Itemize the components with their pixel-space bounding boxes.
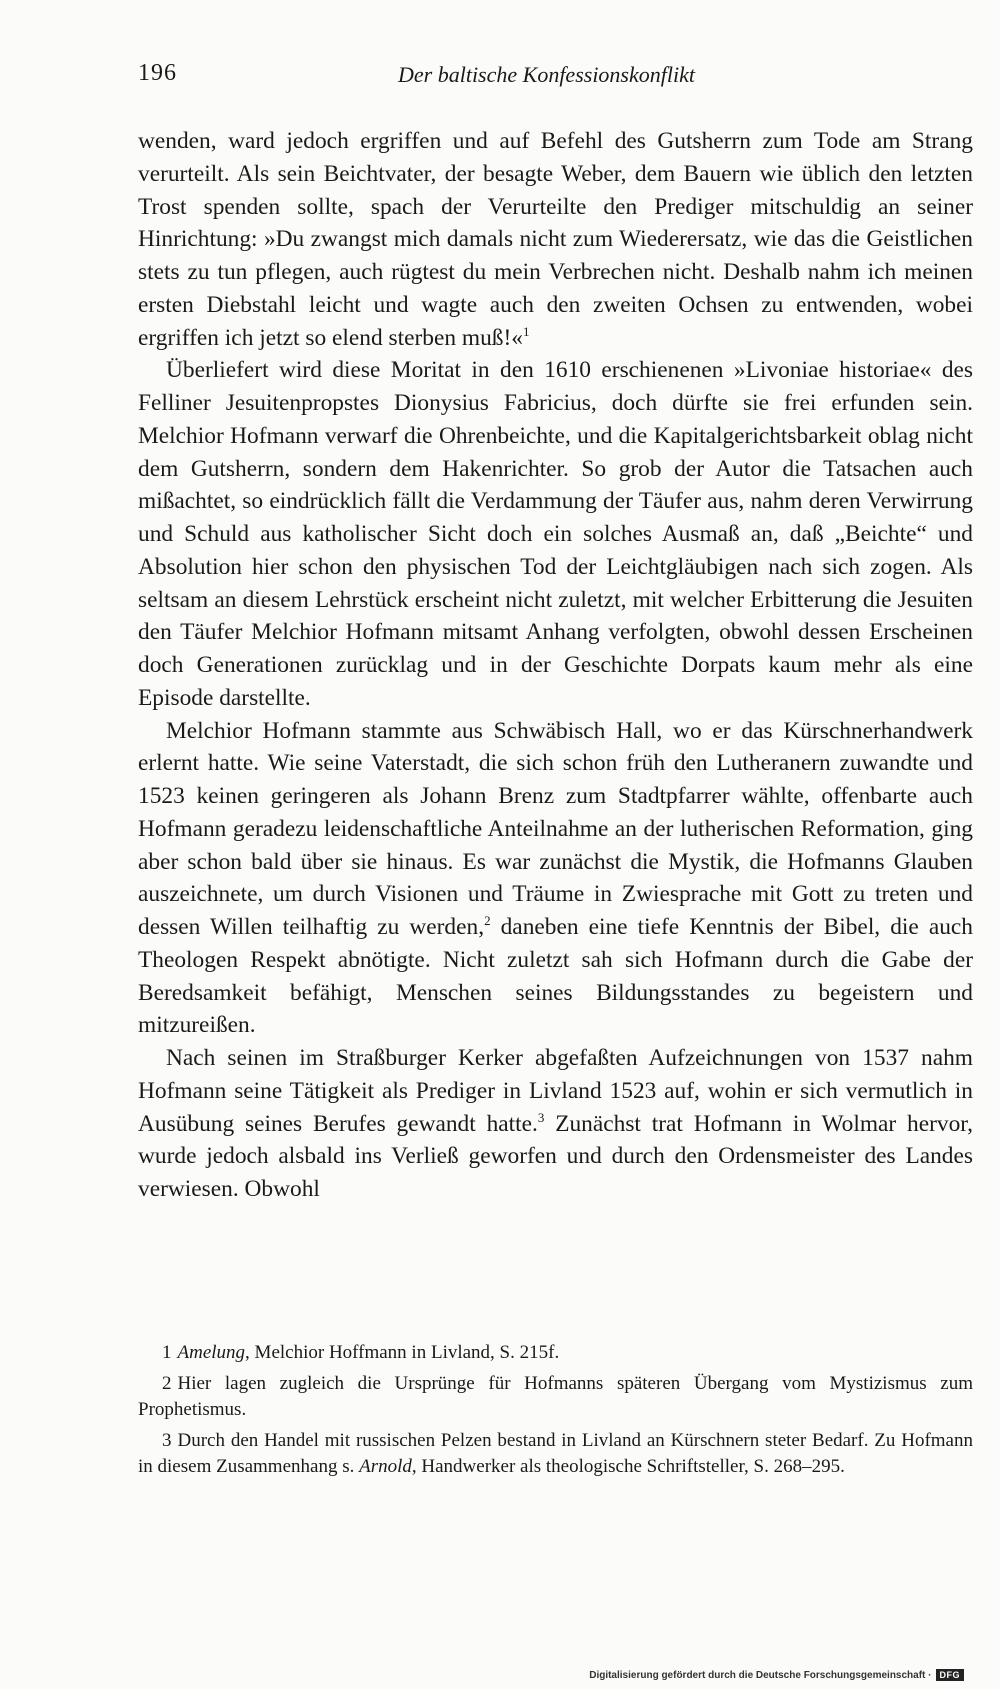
footnote-ref-3: 3 bbox=[537, 1109, 545, 1125]
footnotes bbox=[138, 1340, 973, 1485]
paragraph-text: Zunächst trat Hofmann in Wolmar hervor, wurde jedoch alsbald ins Verließ geworfen und durch den Ordensmeister des Landes verwiesen. Obwohl bbox=[138, 1110, 973, 1202]
running-title: Der baltische Konfessionskonflikt bbox=[398, 62, 695, 87]
footnote-ref-1: 1 bbox=[522, 323, 530, 339]
paragraph-2 bbox=[138, 354, 973, 714]
footnote-2 bbox=[138, 1371, 973, 1424]
paragraph-text: daneben eine tiefe Kenntnis der Bibel, die auch Theologen Respekt abnötigte. Nicht zuletzt sah sich Hofmann durch die Gabe der Beredsamkeit befähigt, Menschen seines Bildungsstandes zu begeistern und mitzureißen. bbox=[138, 914, 973, 1039]
paragraph-text: wenden, ward jedoch ergriffen und auf Befehl des Gutsherrn zum Tode am Strang verurteilt. Als sein Beichtvater, der besagte Weber, dem Bauern wie üblich den letzten Trost spenden sollte, spach der Verurteilte den Prediger mitschuldig an seiner Hinrichtung: »Du zwangst mich damals nicht zum Wiederersatz, wie das die Geistlichen stets zu tun pflegen, auch rügtest du mein Verbrechen nicht. Deshalb nahm ich meinen ersten Diebstahl leicht und wagte auch den zweiten Ochsen zu entwenden, wobei ergriffen ich jetzt so elend sterben muß!« bbox=[138, 128, 973, 351]
page-number: 196 bbox=[138, 60, 177, 86]
footnote-text: , Melchior Hoffmann in Livland, S. 215f. bbox=[245, 1342, 560, 1363]
footnote-ref-2: 2 bbox=[484, 913, 491, 928]
footnote-number: 2 bbox=[162, 1372, 172, 1394]
paragraph-text: Melchior Hofmann stammte aus Schwäbisch Hall, wo er das Kürschnerhandwerk erlernt hatte. Wie seine Vaterstadt, die sich schon früh den Lutheranern zuwandte und 1523 keinen geringeren als Johann Brenz zum Stadtpfarrer wählte, offenbarte auch Hofmann geradezu leidenschaftliche Anteilnahme an der lutherischen Reformation, ging aber schon bald über sie hinaus. Es war zunächst die Mystik, die Hofmanns Glauben auszeichnete, um durch Visionen und Träume in Zwiesprache mit Gott zu treten und dessen Willen teilhaftig zu werden, bbox=[138, 717, 973, 940]
paragraph-text: Nach seinen im Straßburger Kerker abgefaßten Aufzeichnungen von 1537 nahm Hofmann seine Tätigkeit als Prediger in Livland 1523 auf, wohin er sich vermutlich in Ausübung seines Berufes gewandt hatte. bbox=[138, 1045, 973, 1137]
digitization-text: Digitalisierung gefördert durch die Deutsche Forschungsgemeinschaft · bbox=[589, 1669, 932, 1681]
paragraph-4 bbox=[138, 1042, 973, 1206]
dfg-logo-icon: DFG bbox=[936, 1669, 965, 1681]
paragraph-text: Überliefert wird diese Moritat in den 1610 erschienenen »Livoniae historiae« des Felliner Jesuitenpropstes Dionysius Fabricius, doch dürfte sie frei erfunden sein. Melchior Hofmann verwarf die Ohrenbeichte, und die Kapitalgerichtsbarkeit oblag nicht dem Gutsherrn, sondern dem Hakenrichter. So grob der Autor die Tatsachen auch mißachtet, so eindrücklich fällt die Verdammung der Täufer aus, nahm deren Verwirrung und Schuld aus katholischer Sicht doch ein solches Ausmaß an, daß „Beichte“ und Absolution hier schon den physischen Tod der Leichtgläubigen nach sich zogen. Als seltsam an diesem Lehrstück erscheint nicht zuletzt, mit welcher Erbitterung die Jesuiten den Täufer Melchior Hofmann mitsamt Anhang verfolgten, obwohl dessen Erscheinen doch Generationen zurücklag und in der Geschichte Dorpats kaum mehr als eine Episode darstellte. bbox=[138, 357, 973, 711]
footnote-text: Hier lagen zugleich die Ursprünge für Hofmanns späteren Übergang vom Mystizismus zum Prophetismus. bbox=[138, 1372, 973, 1420]
running-head bbox=[138, 60, 978, 96]
footnote-text: , Handwerker als theologische Schriftsteller, S. 268–295. bbox=[411, 1456, 845, 1477]
footnote-number: 1 bbox=[162, 1342, 172, 1363]
footnote-author: Amelung bbox=[177, 1342, 246, 1363]
footnote-3 bbox=[138, 1428, 973, 1481]
footnote-author: Arnold bbox=[359, 1456, 412, 1477]
footnote-1 bbox=[138, 1340, 973, 1367]
footnote-text: Durch den Handel mit russischen Pelzen bestand in Livland an Kürschnern steter Bedarf. Zu Hofmann in diesem Zusammenhang s. bbox=[138, 1429, 973, 1477]
body-text bbox=[138, 125, 973, 1206]
footnote-number: 3 bbox=[162, 1429, 172, 1451]
paragraph-1 bbox=[138, 125, 973, 354]
digitization-note bbox=[589, 1669, 964, 1681]
paragraph-3 bbox=[138, 715, 973, 1043]
